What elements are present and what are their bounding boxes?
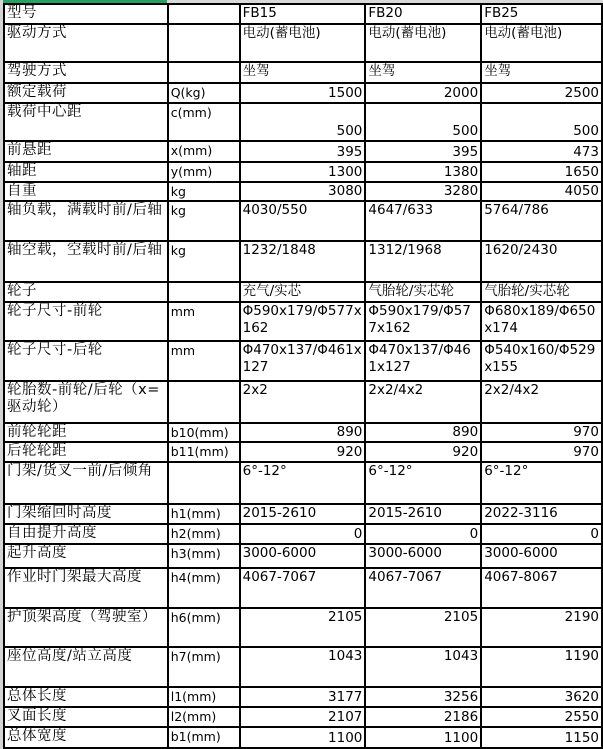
table-row (4, 24, 602, 62)
unit-cell[interactable]: y(mm) (168, 162, 240, 182)
value-cell-fb20[interactable]: 500 (365, 103, 481, 141)
row-label-cell[interactable]: 后轮轮距 (4, 442, 168, 462)
value-cell-fb15[interactable]: 1232/1848 (240, 241, 366, 282)
row-label-cell[interactable]: 前悬距 (4, 141, 168, 162)
value-cell-fb15[interactable]: Φ470x137/Φ461x127 (240, 341, 366, 381)
value-cell-fb15[interactable]: 坐驾 (240, 62, 366, 83)
value-cell-fb20[interactable]: 1380 (365, 162, 481, 182)
unit-cell[interactable]: h4(mm) (168, 568, 240, 608)
value-cell-fb20[interactable]: 4647/633 (365, 201, 481, 241)
value-cell-fb25[interactable]: 电动(蓄电池) (481, 24, 602, 62)
value-cell-fb15[interactable]: 1043 (240, 647, 366, 687)
table-row (4, 423, 602, 442)
value-cell-fb15[interactable]: 4030/550 (240, 201, 366, 241)
value-cell-fb15[interactable]: 电动(蓄电池) (240, 24, 366, 62)
unit-cell[interactable]: kg (168, 241, 240, 282)
unit-cell[interactable]: kg (168, 201, 240, 241)
table-row (4, 707, 602, 727)
value-cell-fb20[interactable]: Φ590x179/Φ577x162 (365, 302, 481, 341)
row-label-cell[interactable]: 轴距 (4, 162, 168, 182)
table-row (4, 4, 602, 24)
unit-cell[interactable]: b10(mm) (168, 423, 240, 442)
table-row (4, 162, 602, 182)
table-row (4, 608, 602, 647)
value-cell-fb20[interactable]: 4067-7067 (365, 568, 481, 608)
unit-cell[interactable]: h1(mm) (168, 504, 240, 524)
unit-cell[interactable]: h7(mm) (168, 647, 240, 687)
row-label-cell[interactable]: 总体宽度 (4, 727, 168, 748)
table-row (4, 302, 602, 341)
value-cell-fb15[interactable]: 6°-12° (240, 462, 366, 504)
unit-cell[interactable]: b1(mm) (168, 727, 240, 748)
value-cell-fb25[interactable]: 0 (481, 524, 602, 544)
value-cell-fb15[interactable]: 500 (240, 103, 366, 141)
value-cell-fb15[interactable]: 3177 (240, 687, 366, 707)
table-row (4, 524, 602, 544)
unit-cell[interactable]: c(mm) (168, 103, 240, 141)
value-cell-fb15[interactable]: 1500 (240, 83, 366, 103)
value-cell-fb20[interactable]: 2x2/4x2 (365, 381, 481, 423)
row-label-cell[interactable]: 轴空载，空载时前/后轴 (4, 241, 168, 282)
value-cell-fb20[interactable]: 920 (365, 442, 481, 462)
table-row (4, 83, 602, 103)
value-cell-fb25[interactable]: FB25 (481, 4, 602, 24)
unit-cell[interactable]: b11(mm) (168, 442, 240, 462)
value-cell-fb25[interactable]: 1650 (481, 162, 602, 182)
value-cell-fb20[interactable]: 3256 (365, 687, 481, 707)
table-row (4, 201, 602, 241)
row-label-cell[interactable]: 护顶架高度（驾驶室） (4, 608, 168, 647)
value-cell-fb15[interactable]: Φ590x179/Φ577x162 (240, 302, 366, 341)
unit-cell[interactable] (168, 4, 240, 24)
table-row (4, 103, 602, 141)
value-cell-fb25[interactable]: 3620 (481, 687, 602, 707)
table-row (4, 182, 602, 201)
value-cell-fb25[interactable]: 500 (481, 103, 602, 141)
value-cell-fb15[interactable]: FB15 (240, 4, 366, 24)
value-cell-fb15[interactable]: 890 (240, 423, 366, 442)
value-cell-fb25[interactable]: 1190 (481, 647, 602, 687)
value-cell-fb15[interactable]: 2105 (240, 608, 366, 647)
value-cell-fb25[interactable]: 2550 (481, 707, 602, 727)
unit-cell[interactable] (168, 62, 240, 83)
value-cell-fb20[interactable]: 3000-6000 (365, 544, 481, 568)
value-cell-fb15[interactable]: 920 (240, 442, 366, 462)
value-cell-fb25[interactable]: 5764/786 (481, 201, 602, 241)
table-row (4, 141, 602, 162)
unit-cell[interactable]: x(mm) (168, 141, 240, 162)
row-label-cell[interactable]: 载荷中心距 (4, 103, 168, 141)
value-cell-fb20[interactable]: 2000 (365, 83, 481, 103)
unit-cell[interactable]: l1(mm) (168, 687, 240, 707)
value-cell-fb25[interactable]: Φ680x189/Φ650x174 (481, 302, 602, 341)
row-label-cell[interactable]: 型号 (4, 4, 168, 24)
table-row (4, 282, 602, 302)
value-cell-fb20[interactable]: 1312/1968 (365, 241, 481, 282)
unit-cell[interactable]: mm (168, 341, 240, 381)
table-row (4, 504, 602, 524)
row-label-cell[interactable]: 驾驶方式 (4, 62, 168, 83)
value-cell-fb25[interactable]: 坐驾 (481, 62, 602, 83)
row-label-cell[interactable]: 自由提升高度 (4, 524, 168, 544)
value-cell-fb25[interactable]: 4067-8067 (481, 568, 602, 608)
value-cell-fb25[interactable]: 473 (481, 141, 602, 162)
value-cell-fb15[interactable]: 395 (240, 141, 366, 162)
row-label-cell[interactable]: 作业时门架最大高度 (4, 568, 168, 608)
value-cell-fb25[interactable]: 4050 (481, 182, 602, 201)
value-cell-fb20[interactable]: 890 (365, 423, 481, 442)
row-label-cell[interactable]: 自重 (4, 182, 168, 201)
value-cell-fb15[interactable]: 充气/实芯 (240, 282, 366, 302)
value-cell-fb15[interactable]: 3080 (240, 182, 366, 201)
table-row (4, 462, 602, 504)
value-cell-fb25[interactable]: 2022-3116 (481, 504, 602, 524)
value-cell-fb20[interactable]: 2015-2610 (365, 504, 481, 524)
value-cell-fb25[interactable]: 2190 (481, 608, 602, 647)
value-cell-fb15[interactable]: 2x2 (240, 381, 366, 423)
unit-cell[interactable]: mm (168, 302, 240, 341)
unit-cell[interactable]: kg (168, 182, 240, 201)
value-cell-fb25[interactable]: Φ540x160/Φ529x155 (481, 341, 602, 381)
value-cell-fb20[interactable]: 2186 (365, 707, 481, 727)
value-cell-fb15[interactable]: 1300 (240, 162, 366, 182)
value-cell-fb20[interactable]: 坐驾 (365, 62, 481, 83)
row-label-cell[interactable]: 前轮轮距 (4, 423, 168, 442)
value-cell-fb15[interactable]: 1100 (240, 727, 366, 748)
unit-cell[interactable] (168, 462, 240, 504)
value-cell-fb20[interactable]: 6°-12° (365, 462, 481, 504)
unit-cell[interactable]: h2(mm) (168, 524, 240, 544)
row-label-cell[interactable]: 轮胎数-前轮/后轮（x=驱动轮） (4, 381, 168, 423)
value-cell-fb20[interactable]: 气胎轮/实芯轮 (365, 282, 481, 302)
value-cell-fb20[interactable]: FB20 (365, 4, 481, 24)
value-cell-fb15[interactable]: 2015-2610 (240, 504, 366, 524)
value-cell-fb25[interactable]: 3000-6000 (481, 544, 602, 568)
row-label-cell[interactable]: 门架缩回时高度 (4, 504, 168, 524)
unit-cell[interactable] (168, 381, 240, 423)
table-row (4, 241, 602, 282)
unit-cell[interactable] (168, 282, 240, 302)
value-cell-fb20[interactable]: Φ470x137/Φ461x127 (365, 341, 481, 381)
value-cell-fb20[interactable]: 395 (365, 141, 481, 162)
row-label-cell[interactable]: 轮子尺寸-后轮 (4, 341, 168, 381)
value-cell-fb25[interactable]: 气胎轮/实芯轮 (481, 282, 602, 302)
table-row (4, 727, 602, 748)
value-cell-fb15[interactable]: 3000-6000 (240, 544, 366, 568)
table-row (4, 544, 602, 568)
row-label-cell[interactable]: 座位高度/站立高度 (4, 647, 168, 687)
row-label-cell[interactable]: 起升高度 (4, 544, 168, 568)
table-row (4, 341, 602, 381)
row-label-cell[interactable]: 总体长度 (4, 687, 168, 707)
spec-table-body (4, 4, 602, 748)
value-cell-fb25[interactable]: 970 (481, 423, 602, 442)
value-cell-fb20[interactable]: 1043 (365, 647, 481, 687)
unit-cell[interactable]: Q(kg) (168, 83, 240, 103)
value-cell-fb25[interactable]: 2x2/4x2 (481, 381, 602, 423)
unit-cell[interactable] (168, 24, 240, 62)
unit-cell[interactable]: l2(mm) (168, 707, 240, 727)
row-label-cell[interactable]: 驱动方式 (4, 24, 168, 62)
value-cell-fb20[interactable]: 0 (365, 524, 481, 544)
row-label-cell[interactable]: 门架/货叉一前/后倾角 (4, 462, 168, 504)
value-cell-fb15[interactable]: 0 (240, 524, 366, 544)
row-label-cell[interactable]: 叉面长度 (4, 707, 168, 727)
value-cell-fb20[interactable]: 电动(蓄电池) (365, 24, 481, 62)
unit-cell[interactable]: h3(mm) (168, 544, 240, 568)
unit-cell[interactable]: h6(mm) (168, 608, 240, 647)
row-label-cell[interactable]: 轮子尺寸-前轮 (4, 302, 168, 341)
value-cell-fb15[interactable]: 2107 (240, 707, 366, 727)
row-label-cell[interactable]: 轴负载，满载时前/后轴 (4, 201, 168, 241)
value-cell-fb20[interactable]: 1100 (365, 727, 481, 748)
spec-table (3, 3, 603, 749)
value-cell-fb25[interactable]: 1620/2430 (481, 241, 602, 282)
value-cell-fb25[interactable]: 2500 (481, 83, 602, 103)
table-row (4, 62, 602, 83)
table-row (4, 687, 602, 707)
row-label-cell[interactable]: 额定载荷 (4, 83, 168, 103)
table-row (4, 381, 602, 423)
value-cell-fb25[interactable]: 6°-12° (481, 462, 602, 504)
table-row (4, 442, 602, 462)
row-label-cell[interactable]: 轮子 (4, 282, 168, 302)
value-cell-fb20[interactable]: 3280 (365, 182, 481, 201)
table-row (4, 647, 602, 687)
table-row (4, 568, 602, 608)
value-cell-fb20[interactable]: 2105 (365, 608, 481, 647)
value-cell-fb15[interactable]: 4067-7067 (240, 568, 366, 608)
value-cell-fb25[interactable]: 970 (481, 442, 602, 462)
value-cell-fb25[interactable]: 1150 (481, 727, 602, 748)
